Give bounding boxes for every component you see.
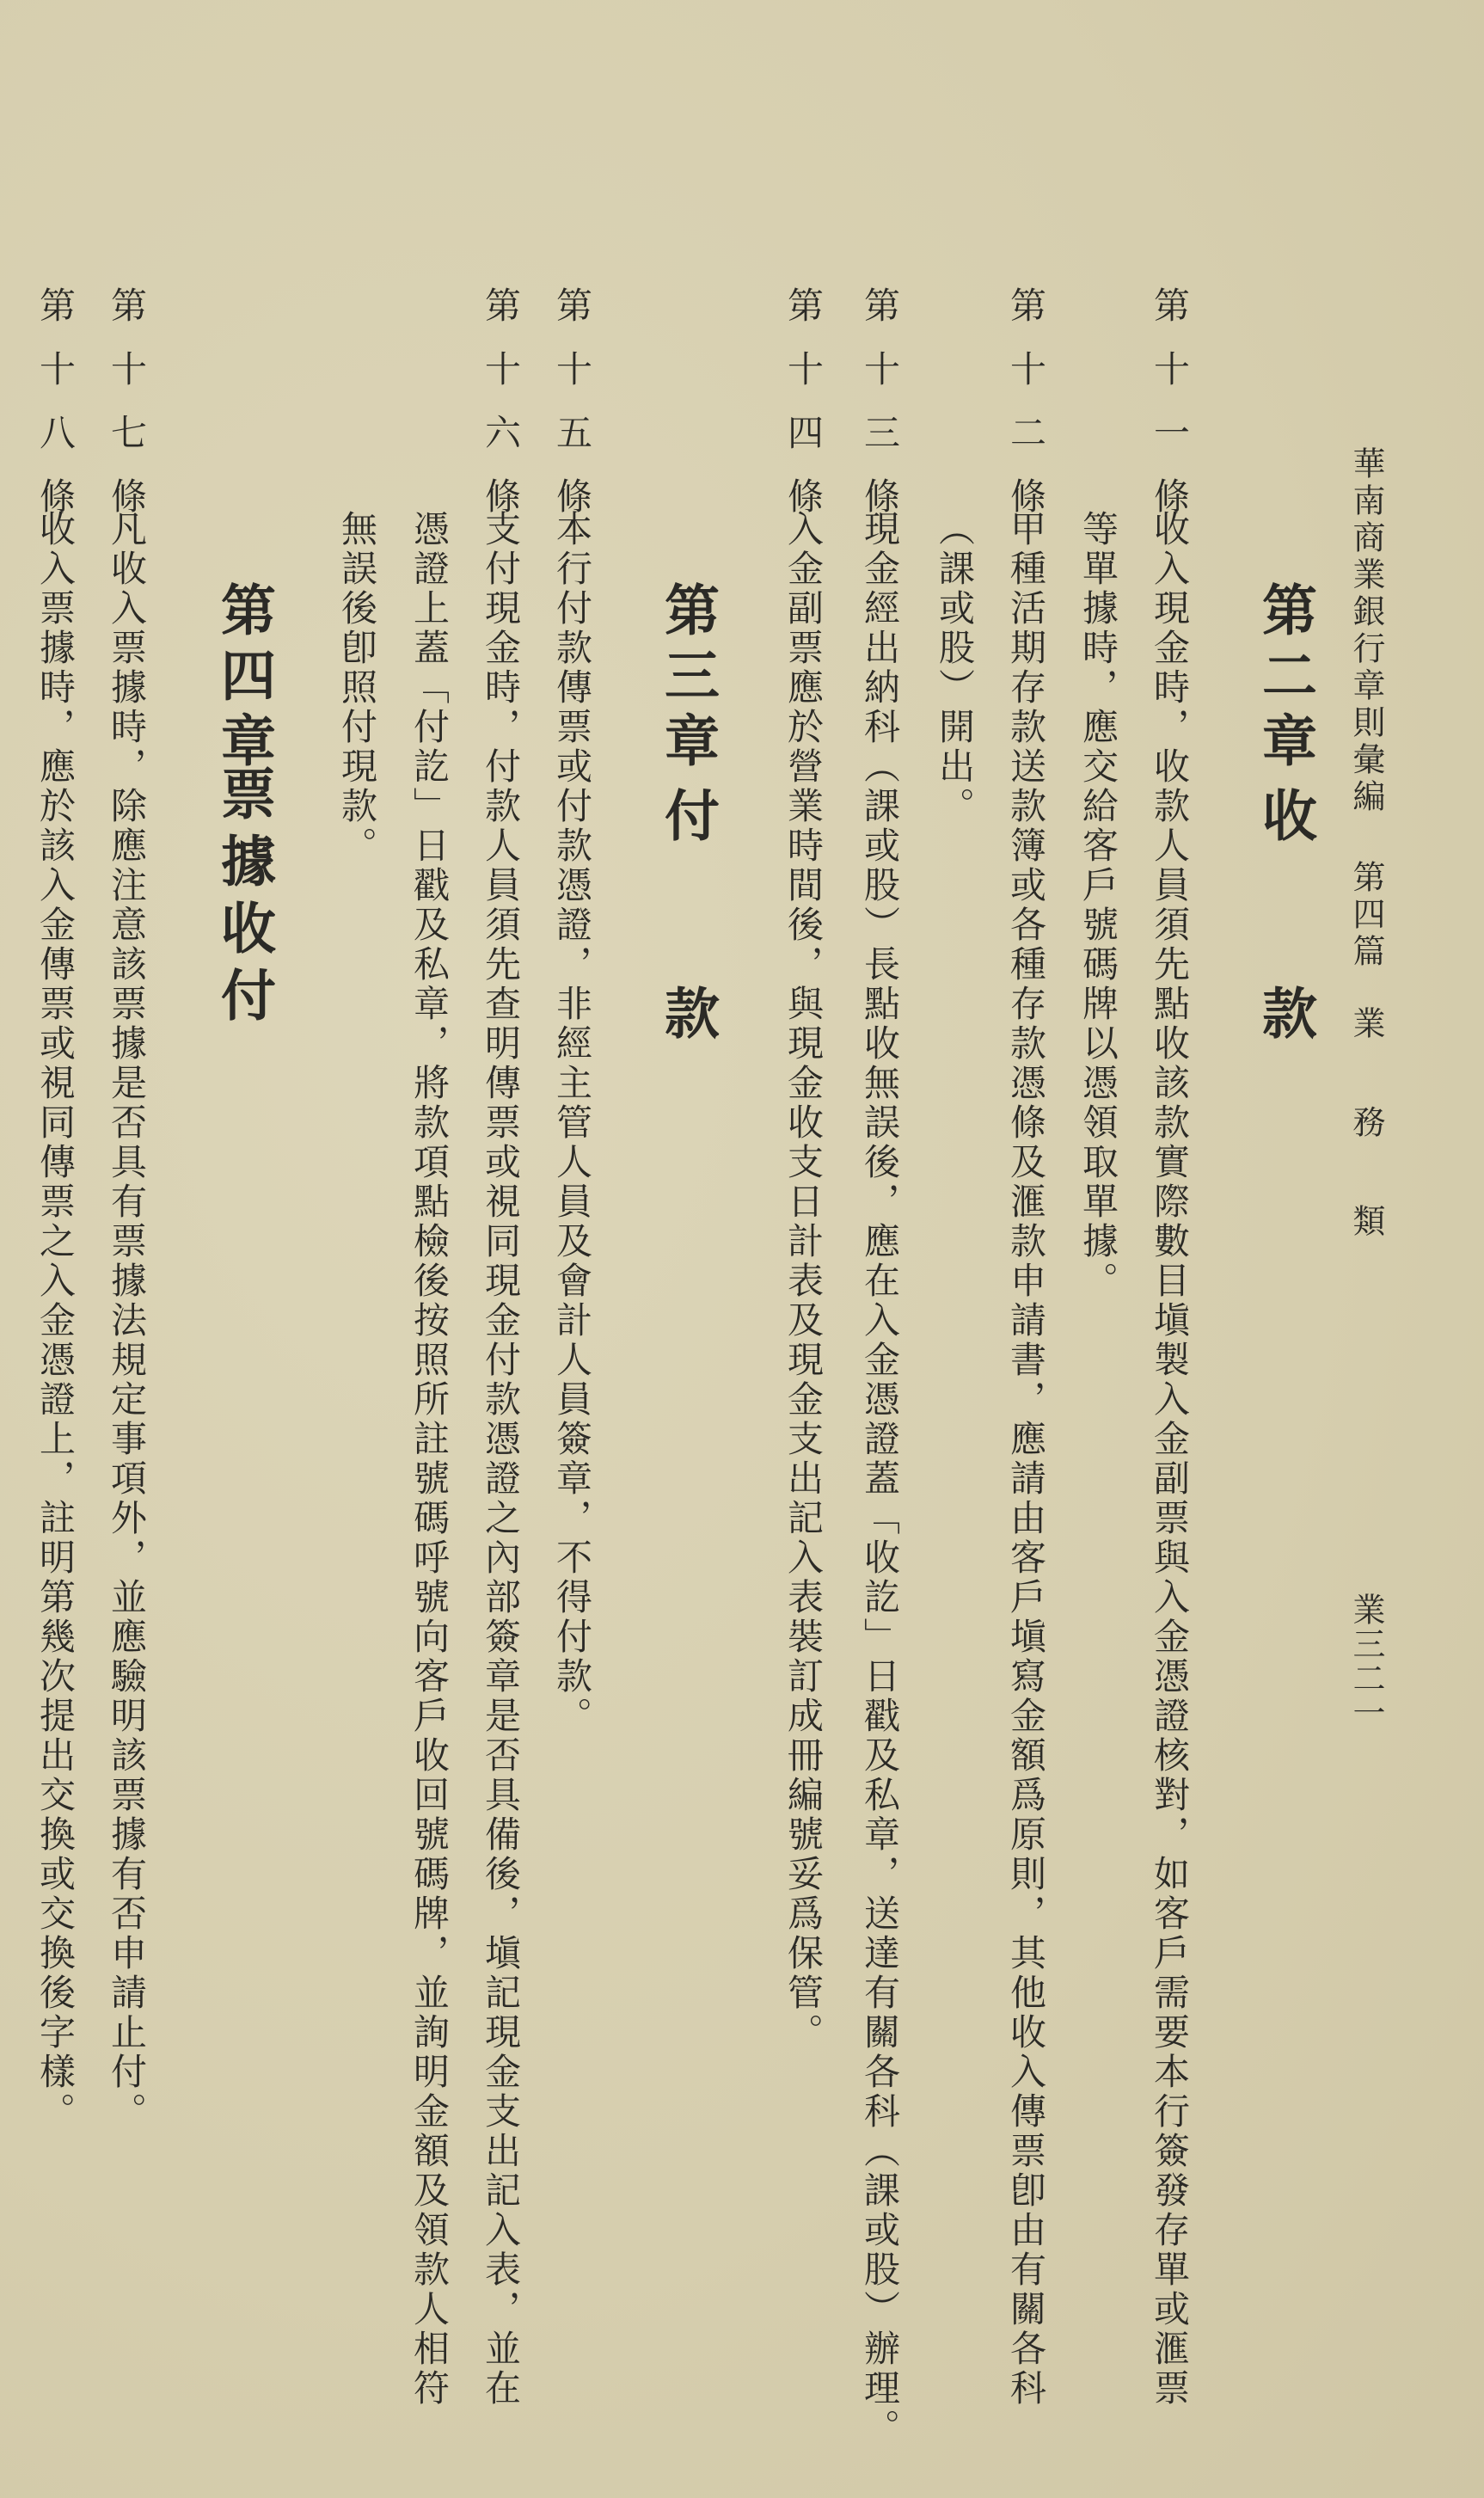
part-label: 第四篇	[1347, 860, 1385, 971]
article-12-line-1: 甲種活期存款送款簿或各種存款憑條及滙款申請書，應請由客戶塡寫金額爲原則，其他收入傳票卽由有關各科	[1005, 510, 1047, 2409]
article-16-line-3: 無誤後卽照付現款。	[336, 510, 378, 866]
article-12-label: 第十二條	[1005, 286, 1047, 541]
chapter-2-label: 第二章	[1253, 581, 1317, 777]
article-15-line-1: 本行付款傳票或付款憑證，非經主管人員及會計人員簽章，不得付款。	[551, 510, 593, 1736]
article-13-line-1: 現金經出納科（課或股）長點收無誤後，應在入金憑證蓋「收訖」日戳及私章，送達有關各科（課或股）辦理。	[859, 510, 901, 2448]
article-11-label: 第十一條	[1149, 286, 1191, 541]
chapter-2-title-2: 款	[1253, 985, 1317, 1050]
article-15-label: 第十五條	[551, 286, 593, 541]
page-number: 業三二一	[1347, 1593, 1385, 1730]
article-14-line-1: 入金副票應於營業時間後，與現金收支日計表及現金支出記入表裝訂成冊編號妥爲保管。	[782, 510, 825, 2053]
article-16-line-2: 憑證上蓋「付訖」日戳及私章，將款項點檢後按照所註號碼呼號向客戶收回號碼牌，並詢明金額及領款人相符	[408, 510, 451, 2409]
article-13-label: 第十三條	[859, 286, 901, 541]
chapter-3-label: 第三章	[655, 581, 720, 777]
book-title: 華南商業銀行章則彙編	[1347, 446, 1385, 816]
chapter-2-title-1: 收	[1253, 787, 1317, 852]
article-17-label: 第十七條	[106, 286, 148, 541]
chapter-4-label: 第四章	[212, 581, 276, 777]
article-17-line-1: 凡收入票據時，除應注意該票據是否具有票據法規定事項外，並應驗明該票據有否申請止付。	[106, 510, 148, 2132]
article-11-line-1: 收入現金時，收款人員須先點收該款實際數目塡製入金副票與入金憑證核對，如客戶需要本行簽發存單或滙票	[1149, 510, 1191, 2409]
chapter-4-title: 票據收付	[212, 765, 276, 1034]
article-18-line-1: 收入票據時，應於該入金傳票或視同傳票之入金憑證上，註明第幾次提出交換或交換後字樣。	[34, 510, 77, 2132]
article-16-line-1: 支付現金時，付款人員須先查明傳票或視同現金付款憑證之內部簽章是否具備後，塡記現金支出記入表，並在	[480, 510, 522, 2409]
category-label: 業務類	[1347, 1006, 1385, 1303]
chapter-3-title-1: 付	[655, 787, 720, 852]
article-12-line-2: （課或股）開出。	[934, 510, 976, 826]
article-18-label: 第十八條	[34, 286, 77, 541]
article-11-line-2: 等單據時，應交給客戶號碼牌以憑領取單據。	[1077, 510, 1119, 1301]
article-14-label: 第十四條	[782, 286, 825, 541]
article-16-label: 第十六條	[480, 286, 522, 541]
chapter-3-title-2: 款	[655, 985, 720, 1050]
